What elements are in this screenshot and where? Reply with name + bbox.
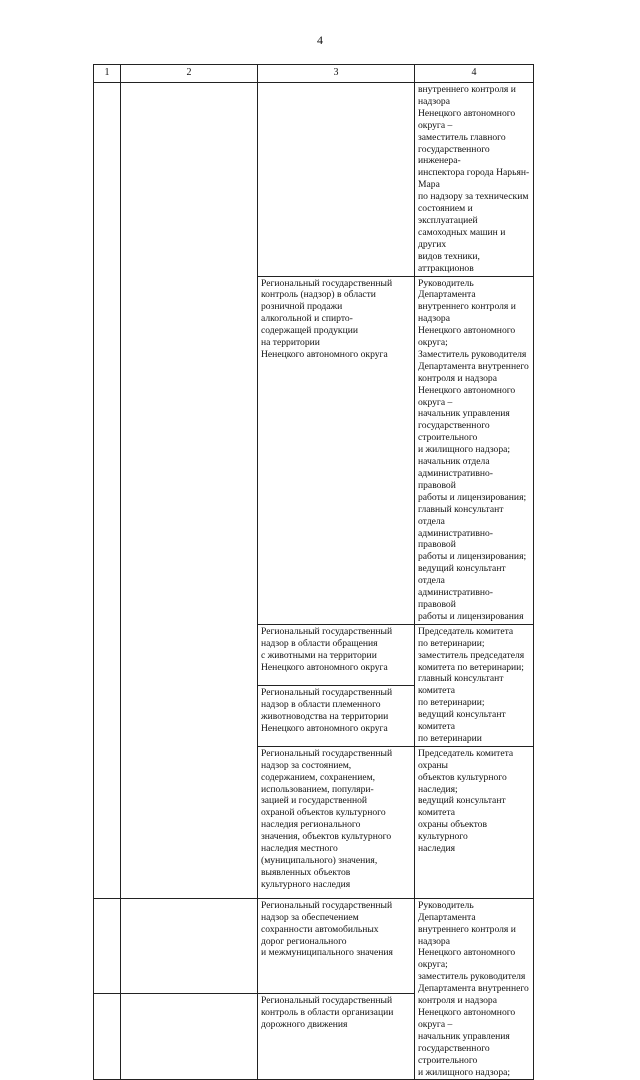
page-number: 4 — [317, 33, 323, 47]
header-cell-1: 1 — [94, 65, 121, 83]
cell-text: Региональный государственный контроль в области организации дорожного движения — [261, 994, 394, 1030]
cell-text: Региональный государственный контроль (надзор) в области розничной продажи алкогольной и спирто- содержащей продукции на территории Ненецкого автономного округа — [261, 277, 393, 360]
cell-col1-block-c — [94, 993, 121, 1079]
cell-col3 — [258, 993, 415, 1079]
cell-col3 — [258, 898, 415, 993]
header-cell-4: 4 — [415, 65, 534, 83]
cell-text: Руководитель Департамента внутреннего контроля и надзора Ненецкого автономного округа; Заместитель руководителя Департамента внутреннего контроля и надзора Ненецкого автономного округа – начальник управления государственного строительного и жилищного надзора; начальник отдела административно-правовой работы и лицензирования; главный консультант отдела административно-правовой работы и лицензирования; ведущий консультант отдела административно-правовой работы и лицензирования — [418, 277, 529, 622]
cell-text: Региональный государственный надзор за состоянием, содержанием, сохранением, использованием, популяри- зацией и государственной охраной объектов культурного наследия регионального значения, объектов культурного наследия местного (муниципального) значения, выявленных объектов культурного наследия — [261, 747, 393, 890]
cell-col3 — [258, 685, 415, 746]
cell-text: Руководитель Департамента внутреннего контроля и надзора Ненецкого автономного округа; заместитель руководителя Департамента внутреннего контроля и надзора Ненецкого автономного округа – начальник управления государственного строительного и жилищного надзора; — [418, 899, 529, 1078]
cell-col1-block-a — [94, 83, 121, 899]
cell-text: Региональный государственный надзор за обеспечением сохранности автомобильных дорог регионального и межмуниципального значения — [261, 899, 393, 959]
cell-text: Председатель комитета по ветеринарии; заместитель председателя комитета по ветеринарии; главный консультант комитета по ветеринарии; ведущий консультант комитета по ветеринарии — [418, 625, 525, 744]
cell-col3 — [258, 276, 415, 624]
header-cell-2: 2 — [121, 65, 258, 83]
cell-col2-block-a — [121, 83, 258, 899]
cell-col4 — [415, 898, 534, 1080]
cell-col3 — [258, 746, 415, 898]
document-table — [93, 64, 534, 1080]
cell-col3 — [258, 83, 415, 277]
cell-text: Председатель комитета охраны объектов культурного наследия; ведущий консультант комитета охраны объектов культурного наследия — [418, 747, 514, 855]
cell-col1-block-b — [94, 898, 121, 993]
cell-text: Региональный государственный надзор в области племенного животноводства на территории Ненецкого автономного округа — [261, 686, 393, 734]
cell-text: внутреннего контроля и надзора Ненецкого автономного округа – заместитель главного государственного инженера- инспектора города Нарьян-Мара по надзору за техническим состоянием и эксплуатацией самоходных машин и других видов техники, аттракционов — [418, 84, 530, 274]
cell-col2-block-c — [121, 993, 258, 1079]
cell-col2-block-b — [121, 898, 258, 993]
table-row — [94, 83, 534, 277]
cell-col4 — [415, 276, 534, 624]
cell-col4 — [415, 746, 534, 898]
header-cell-3: 3 — [258, 65, 415, 83]
cell-col3 — [258, 624, 415, 685]
table-header-row — [94, 65, 534, 83]
cell-col4 — [415, 624, 534, 746]
cell-text: Региональный государственный надзор в области обращения с животными на территории Ненецкого автономного округа — [261, 625, 393, 673]
table-row — [94, 898, 534, 993]
cell-col4 — [415, 83, 534, 277]
